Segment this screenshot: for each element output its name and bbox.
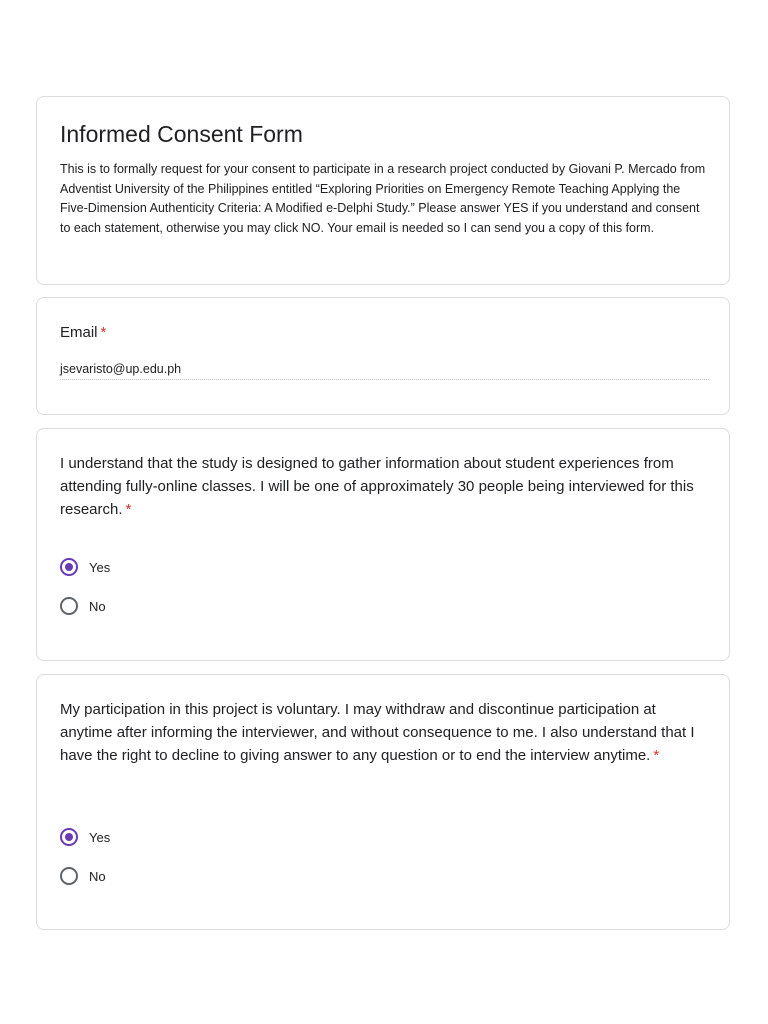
required-asterisk: *: [100, 324, 107, 341]
option-label: Yes: [89, 829, 111, 845]
question-1-text: I understand that the study is designed to gather information about student experiences from attending fully-online classes. I will be one of approximately 30 people being interviewed for this research.: [60, 455, 694, 518]
email-label: Email: [60, 324, 98, 341]
question-1-option-yes[interactable]: [60, 556, 110, 578]
form-description: This is to formally request for your consent to participate in a research project conducted by Giovani P. Mercado from Adventist University of the Philippines entitled “Exploring Priorities on Emergency Remote Teaching Applying the Five-Dimension Authenticity Criteria: A Modified e-Delphi Study.” Please answer YES if you understand and consent to each statement, otherwise you may click NO. Your email is needed so I can send you a copy of this form.: [60, 162, 706, 235]
question-2-text: My participation in this project is voluntary. I may withdraw and discontinue participation at anytime after informing the interviewer, and without consequence to me. I also understand that I have the right to decline to giving answer to any question or to end the interview anytime.: [60, 701, 695, 764]
required-asterisk: *: [653, 747, 660, 764]
option-label: Yes: [89, 559, 111, 575]
question-2-option-yes[interactable]: [60, 826, 110, 848]
email-question-label: [60, 321, 710, 344]
question-1-option-no[interactable]: [60, 595, 106, 617]
radio-checked-icon[interactable]: [60, 828, 78, 846]
required-asterisk: *: [125, 501, 132, 518]
question-1-label: [60, 452, 710, 521]
question-card-2: [36, 674, 730, 930]
radio-unchecked-icon[interactable]: [60, 867, 78, 885]
question-card-1: [36, 428, 730, 661]
option-label: No: [89, 598, 106, 614]
radio-checked-icon[interactable]: [60, 558, 78, 576]
question-2-label: [60, 698, 710, 767]
email-question-card: [36, 297, 730, 415]
form-title: Informed Consent Form: [60, 121, 303, 147]
email-field[interactable]: jsevaristo@up.edu.ph: [60, 360, 709, 380]
form-header-card: [36, 96, 730, 285]
question-2-option-no[interactable]: [60, 865, 106, 887]
option-label: No: [89, 868, 106, 884]
radio-unchecked-icon[interactable]: [60, 597, 78, 615]
